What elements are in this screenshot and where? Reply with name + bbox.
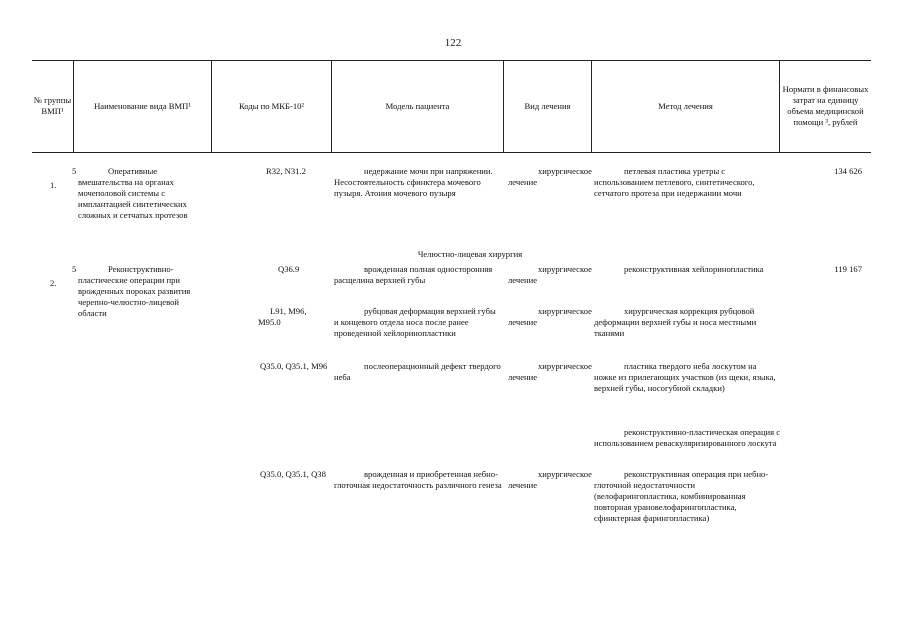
header-bottom-border — [32, 152, 871, 153]
row-number: 2. — [50, 278, 57, 288]
row-patient-model: недержание мочи при напряжении. Несостоятельность сфинктера мочевого пузыря. Атония мочевого пузыря — [334, 166, 493, 198]
header-vmp-name: Наименование вида ВМП¹ — [94, 100, 191, 111]
row-patient-model: послеоперационный дефект твердого неба — [334, 361, 501, 382]
row-patient-model: врожденная полная односторонняя расщелина верхней губы — [334, 264, 493, 285]
header-patient-model: Модель пациента — [385, 100, 450, 111]
row-group-number: 5 — [72, 264, 77, 274]
row-treatment-method: реконструктивно-пластическая операция с использованием реваскуляризированного лоскута — [594, 427, 781, 448]
row-icd-codes: L91, M96, M95.0 — [258, 306, 307, 327]
row-financial-norm: 134 626 — [834, 166, 862, 176]
page-number: 122 — [444, 37, 462, 49]
row-treatment-method: пластика твердого неба лоскутом на ножке из прилегающих участков (из щеки, языка, верхней губы, носогубной складки) — [594, 361, 776, 393]
row-icd-codes: Q35.0, Q35.1, M96 — [260, 361, 328, 371]
header-icd-codes: Коды по МКБ-10² — [238, 100, 305, 111]
row-vmp-name: Оперативные вмешательства на органах мочеполовой системы с имплантацией синтетических сложных и сетчатых протезов — [78, 166, 188, 220]
row-treatment-method: петлевая пластика уретры с использованием петлевого, синтетического, сетчатого протеза при недержании мочи — [594, 166, 755, 198]
row-treatment-type: хирургическое лечение — [508, 306, 592, 327]
row-group-number: 5 — [72, 166, 77, 176]
header-treatment-method: Метод лечения — [658, 100, 713, 111]
header-treatment-type: Вид лечения — [524, 100, 571, 111]
row-icd-codes: R32, N31.2 — [266, 166, 306, 176]
header-group-number: № группы ВМП¹ — [33, 95, 72, 116]
row-treatment-method: хирургическая коррекция рубцовой деформации верхней губы и носа местными тканями — [594, 306, 757, 338]
row-treatment-type: хирургическое лечение — [508, 264, 592, 285]
row-icd-codes: Q35.0, Q35.1, Q38 — [260, 469, 326, 479]
header-financial-norm: Нормати в финансовых затрат на единицу объема медицинской помощи ³, рублей — [782, 84, 869, 127]
row-icd-codes: Q36.9 — [278, 264, 300, 274]
row-number: 1. — [50, 180, 57, 190]
row-treatment-type: хирургическое лечение — [508, 361, 592, 382]
row-treatment-type: хирургическое лечение — [508, 469, 592, 490]
row-vmp-name: Реконструктивно-пластические операции при врожденных пороках развития черепно-челюстно-лицевой области — [78, 264, 191, 318]
row-treatment-method: реконструктивная хейлоринопластика — [624, 264, 764, 274]
row-patient-model: врожденная и приобретенная небно-глоточная недостаточность различного генеза — [334, 469, 502, 490]
row-financial-norm: 119 167 — [834, 264, 862, 274]
row-treatment-type: хирургическое лечение — [508, 166, 592, 187]
row-patient-model: рубцовая деформация верхней губы и концевого отдела носа после ранее проведенной хейлоринопластики — [334, 306, 496, 338]
section-title: Челюстно-лицевая хирургия — [417, 249, 523, 259]
row-treatment-method: реконструктивная операция при небно-глоточной недостаточности (велофарингопластика, комбинированная повторная урановелофарингопластика, сфинктерная фарингопластика) — [594, 469, 769, 523]
